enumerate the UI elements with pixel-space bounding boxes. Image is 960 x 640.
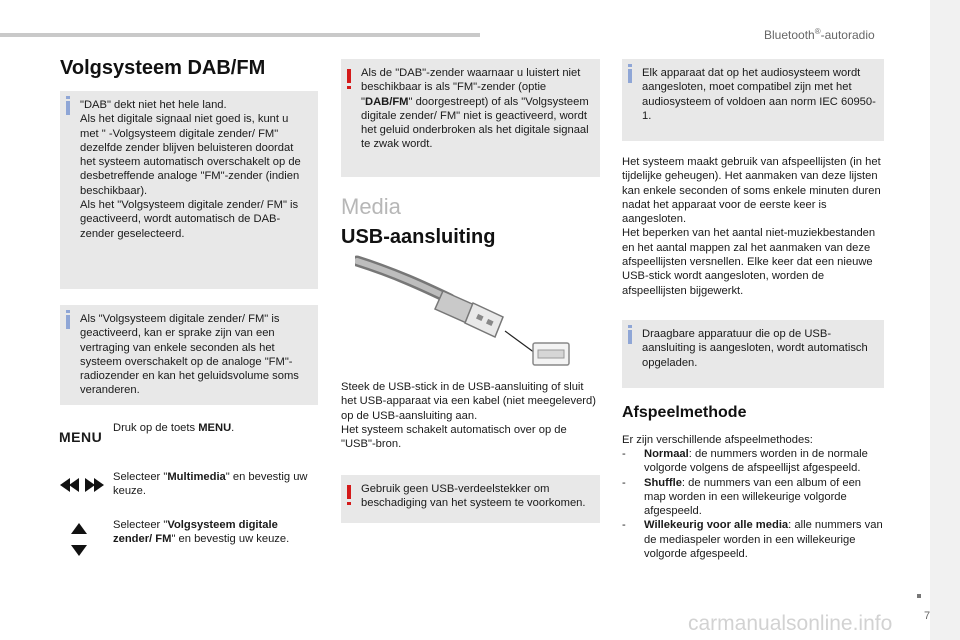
step-press-menu: Druk op de toets MENU. (113, 422, 235, 434)
playmode-intro: Er zijn verschillende afspeelmethodes: (622, 434, 813, 446)
menu-button-icon: MENU (59, 429, 103, 445)
info-text: Elk apparaat dat op het audiosysteem wordt aangesloten, moet compatibel zijn met het audiosysteem of voldoen aan norm IEC 60950-1. (642, 67, 876, 122)
warning-text: Als de "DAB"-zender waarnaar u luistert niet beschikbaar is als "FM"-zender (optie "DAB/FM" doorgestreept) of als "Volgsysteem digitale zender/ FM" niet is geactiveerd, wordt het geluid onderbroken als het digitale signaal te zwak wordt. (361, 67, 589, 151)
warning-text: Gebruik geen USB-verdeelstekker om beschadiging van het systeem te voorkomen. (361, 483, 586, 510)
info-icon (628, 69, 632, 83)
usb-plug-illustration (355, 255, 575, 380)
section-title-usb: USB-aansluiting (341, 226, 496, 248)
info-text: "DAB" dekt niet het hele land. Als het digitale signaal niet goed is, kunt u met " -Volgsysteem digitale zender/ FM" dezelfde zender blijven beluisteren doordat het systeem automatisch overschakelt op de desbetreffende analoge "FM"-zender (indien beschikbaar). Als het "Volgsysteem digitale zender/ FM" is geactiveerd, wordt automatisch de DAB-zender geselecteerd. (80, 99, 301, 240)
warning-icon (347, 485, 351, 499)
info-box-dab-coverage (60, 91, 318, 289)
info-box-compatibility (622, 59, 884, 141)
watermark: carmanualsonline.info (688, 612, 893, 635)
info-text: Draagbare apparatuur die op de USB-aansluiting is aangesloten, wordt automatisch opgeladen. (642, 328, 868, 369)
info-box-delay (60, 305, 318, 405)
page-margin-strip (930, 0, 960, 640)
header-rule (0, 33, 480, 37)
up-down-arrows-icon (71, 523, 87, 562)
page-marker (917, 594, 921, 598)
warning-box-dab-unavailable (341, 59, 600, 177)
info-box-charging (622, 320, 884, 388)
usb-instructions: Steek de USB-stick in de USB-aansluiting of sluit het USB-apparaat via een kabel (niet meegeleverd) op de USB-aansluiting aan. Het systeem schakelt automatisch over op de "USB"-bron. (341, 381, 596, 451)
section-title-dab-fm: Volgsysteem DAB/FM (60, 57, 266, 79)
page-number: 7 (924, 610, 931, 622)
info-text: Als "Volgsysteem digitale zender/ FM" is geactiveerd, kan er sprake zijn van een vertraging van enkele seconden als het systeem overschakelt op de analoge "FM"-radiozender en kan het geluidsvolume soms veranderen. (80, 313, 299, 397)
warning-box-usb-splitter (341, 475, 600, 523)
warning-icon (347, 69, 351, 83)
info-icon (66, 315, 70, 329)
section-header: Bluetooth®-autoradio (764, 27, 875, 42)
playlist-paragraph: Het systeem maakt gebruik van afspeellijsten (in het tijdelijke geheugen). Het aanmaken van deze lijsten kan enkele seconden of soms enkele minuten duren nadat het apparaat voor de eerste keer is aangesloten. Het beperken van het aantal niet-muziekbestanden en het aantal mappen zal het aanmaken van deze afspeellijsten versnellen. Elke keer dat een nieuwe USB-stick wordt aangesloten, worden de afspeellijsten bijgewerkt. (622, 156, 881, 297)
list-item-random-all: - Willekeurig voor alle media: alle nummers van de mediaspeler worden in een willekeurige volgorde afgespeeld. (622, 519, 883, 561)
info-icon (66, 101, 70, 115)
playmode-list (622, 447, 884, 561)
left-right-arrows-icon (60, 478, 104, 497)
section-title-playmode: Afspeelmethode (622, 404, 747, 421)
step-select-multimedia: Selecteer "Multimedia" en bevestig uw keuze. (113, 471, 308, 498)
list-item-shuffle: - Shuffle: de nummers van een album of een map worden in een willekeurige volgorde afgespeeld. (622, 476, 862, 518)
chapter-title-media: Media (341, 194, 401, 219)
step-select-follow-system: Selecteer "Volgsysteem digitale zender/ FM" en bevestig uw keuze. (113, 519, 290, 546)
info-icon (628, 330, 632, 344)
list-item-normal: - Normaal: de nummers worden in de normale volgorde volgens de afspeellijst afgespeeld. (622, 448, 868, 475)
